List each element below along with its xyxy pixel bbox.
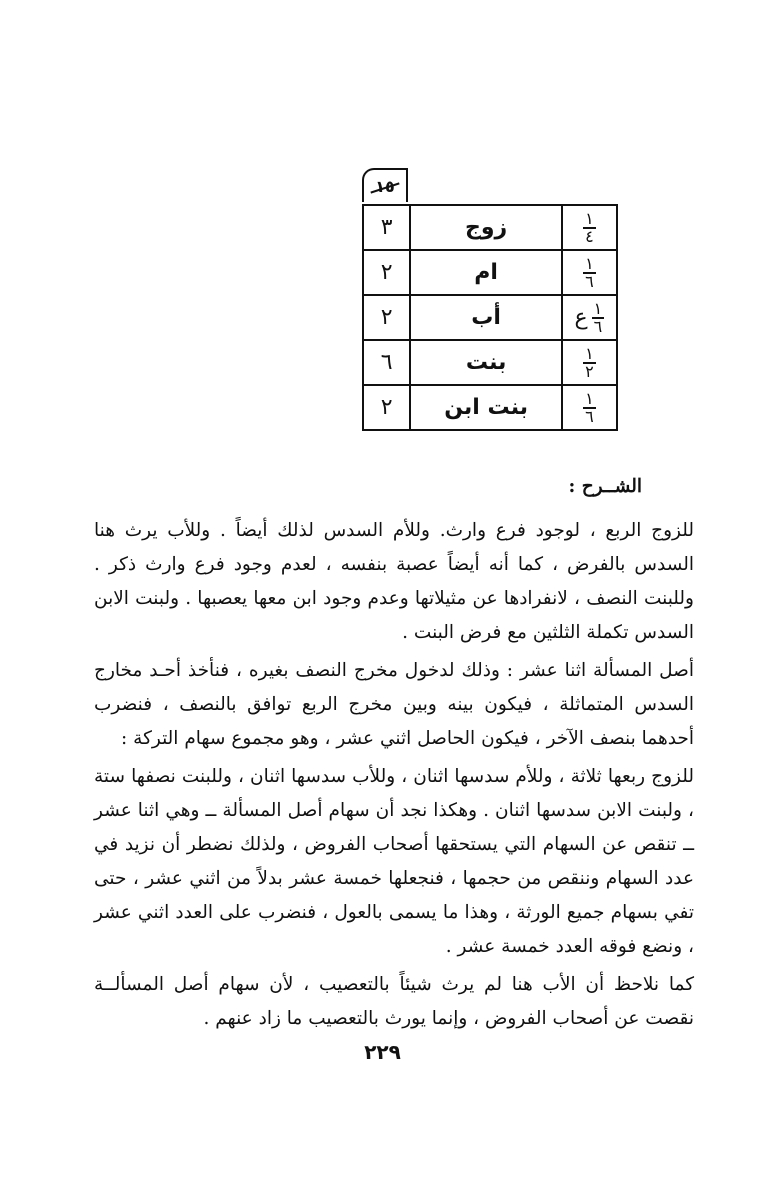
share-value: ٢: [363, 250, 410, 295]
fraction: [583, 388, 596, 426]
fraction-denominator: ٤: [585, 226, 594, 246]
table-row: [363, 250, 617, 295]
share-value: ٢: [363, 295, 410, 340]
problem-base-cell: [362, 168, 408, 202]
fraction: [583, 343, 596, 381]
fraction-denominator: ٦: [585, 406, 594, 426]
problem-base-value: ١٥: [375, 177, 395, 196]
heir-name: ام: [410, 250, 561, 295]
fraction-denominator: ٦: [593, 316, 603, 336]
table-base-row: [362, 168, 618, 204]
heir-name: زوج: [410, 205, 561, 250]
paragraph-note: كما نلاحظ أن الأب هنا لم يرث شيئاً بالتعصيب ، لأن سهام أصل المسألــة نقصت عن أصحاب الفروض ، وإنما يورث بالتعصيب ما زاد عنهم .: [94, 974, 694, 1029]
table-row: [363, 385, 617, 430]
fraction-numerator: ١: [585, 388, 594, 408]
heirs-table: [362, 204, 618, 431]
paragraph-shares: للزوج الربع ، لوجود فرع وارث. وللأم السدس لذلك أيضاً . وللأب يرث هنا السدس بالفرض ، كما أنه أيضاً عصبة بنفسه ، لعدم وجود فرع وارث ذكر . وللبنت النصف ، لانفرادها عن مثيلاتها وعدم وجود ابن معها يعصبها . ولبنت الابن السدس تكملة الثلثين مع فرض البنت .: [94, 520, 694, 643]
fraction-denominator: ٦: [585, 271, 594, 291]
fraction-cell: [562, 295, 617, 340]
table-row: [363, 340, 617, 385]
fraction-cell: [562, 340, 617, 385]
share-value: ٦: [363, 340, 410, 385]
explanation-text: [94, 470, 694, 1040]
fraction-numerator: ١: [585, 208, 594, 228]
share-value: ٢: [363, 385, 410, 430]
share-value: ٣: [363, 205, 410, 250]
table-row: [363, 205, 617, 250]
paragraph-awl: للزوج ربعها ثلاثة ، وللأم سدسها اثنان ، وللأب سدسها اثنان ، وللبنت نصفها ستة ، ولبنت الابن سدسها اثنان . وهكذا نجد أن سهام أصل المسألة ــ وهي اثنا عشر ــ تنقص عن السهام التي يستحقها أصحاب الفروض ، ولذلك نضطر أن نزيد في عدد السهام وننقص من حجمها ، فنجعلها خمسة عشر بدلاً من اثني عشر ، حتى تفي بسهام جميع الورثة ، وهذا ما يسمى بالعول ، فنضرب على العدد اثني عشر ، ونضع فوقه العدد خمسة عشر .: [94, 766, 694, 957]
residuary-mark: ع: [574, 305, 588, 330]
fraction-numerator: ١: [585, 343, 594, 363]
fraction: [592, 298, 605, 336]
paragraph-base: أصل المسألة اثنا عشر : وذلك لدخول مخرج النصف بغيره ، فنأخذ أحـد مخارج السدس المتماثلة ، فيكون بينه وبين مخرج الربع توافق بالنصف ، فنضرب أحدهما بنصف الآخر ، فيكون الحاصل اثني عشر ، وهو مجموع سهام التركة :: [94, 660, 694, 749]
fraction-cell: [562, 205, 617, 250]
heir-name: أب: [410, 295, 561, 340]
section-heading: الشــرح :: [568, 476, 642, 497]
fraction-cell: [562, 250, 617, 295]
page-number: ٢٢٩: [364, 1040, 401, 1064]
fraction: [583, 253, 596, 291]
fraction-numerator: ١: [585, 253, 594, 273]
fraction-cell: [562, 385, 617, 430]
inheritance-table: [362, 168, 618, 431]
heir-name: بنت: [410, 340, 561, 385]
fraction: [583, 208, 596, 246]
heir-name: بنت ابن: [410, 385, 561, 430]
fraction-denominator: ٢: [585, 361, 594, 381]
fraction-numerator: ١: [593, 298, 603, 318]
table-row: [363, 295, 617, 340]
